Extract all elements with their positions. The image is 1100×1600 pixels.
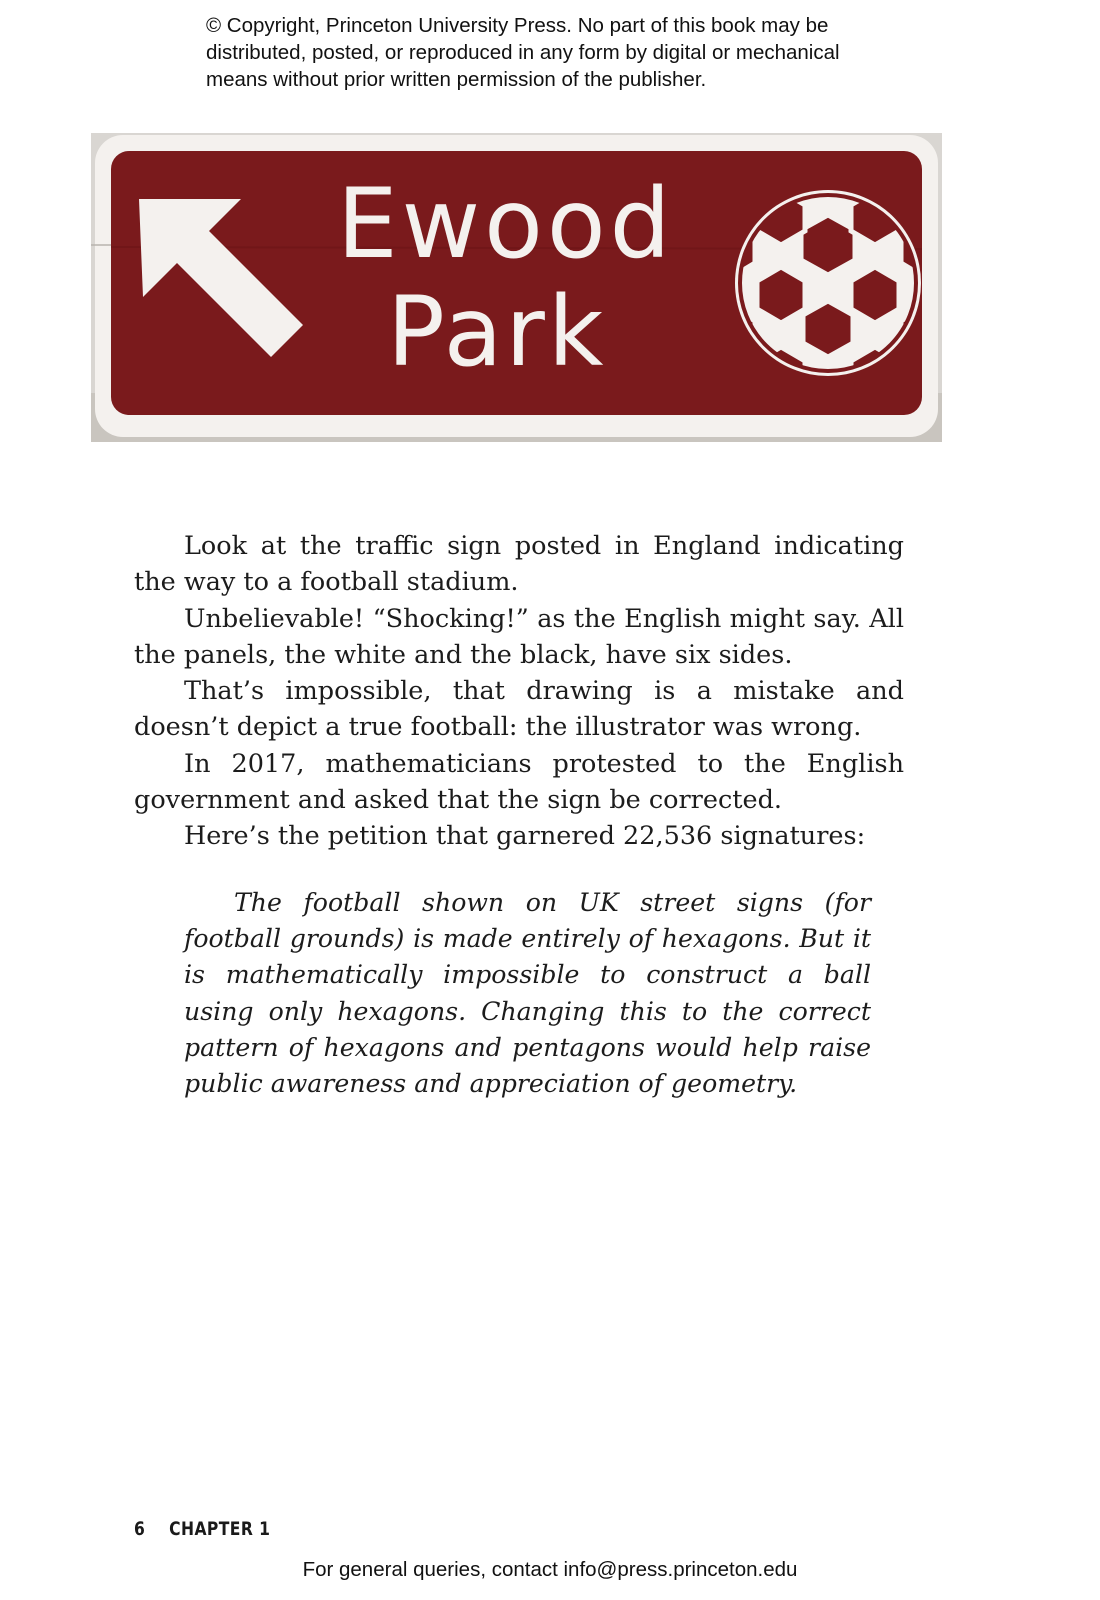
copyright-line-2: distributed, posted, or reproduced in any form by digital or mechanical	[206, 41, 840, 64]
queries-footer	[0, 1558, 1100, 1582]
sign-illustration	[91, 133, 942, 442]
sign-text-park: Park	[387, 276, 607, 388]
paragraph-3: That’s impossible, that drawing is a mistake and doesn’t depict a true football: the illustrator was wrong.	[134, 676, 904, 743]
paragraph-4: In 2017, mathematicians protested to the English government and asked that the sign be corrected.	[134, 748, 904, 816]
copyright-notice	[206, 12, 926, 93]
chapter-label: CHAPTER 1	[169, 1518, 271, 1540]
paragraph-2: Unbelievable! “Shocking!” as the English might say. All the panels, the white and the black, have six sides.	[134, 603, 904, 670]
copyright-line-3: means without prior written permission of the publisher.	[206, 68, 707, 91]
petition-quote: The football shown on UK street signs (for football grounds) is made entirely of hexagons. But it is mathematically impossible to construct a ball using only hexagons. Changing this to the correct pattern of hexagons and pentagons would help raise public awareness and appreciation of geometry.	[184, 888, 871, 1099]
copyright-line-1: © Copyright, Princeton University Press. No part of this book may be	[206, 14, 829, 37]
body-text	[134, 528, 904, 855]
page-folio	[134, 1518, 270, 1540]
paragraph-5: Here’s the petition that garnered 22,536 signatures:	[184, 821, 866, 852]
ewood-park-sign-photo	[91, 133, 942, 442]
sign-text-ewood: Ewood	[337, 168, 675, 280]
page-number: 6	[134, 1518, 146, 1540]
paragraph-1: Look at the traffic sign posted in England indicating the way to a football stadium.	[134, 531, 904, 598]
queries-text: For general queries, contact info@press.princeton.edu	[302, 1558, 798, 1581]
